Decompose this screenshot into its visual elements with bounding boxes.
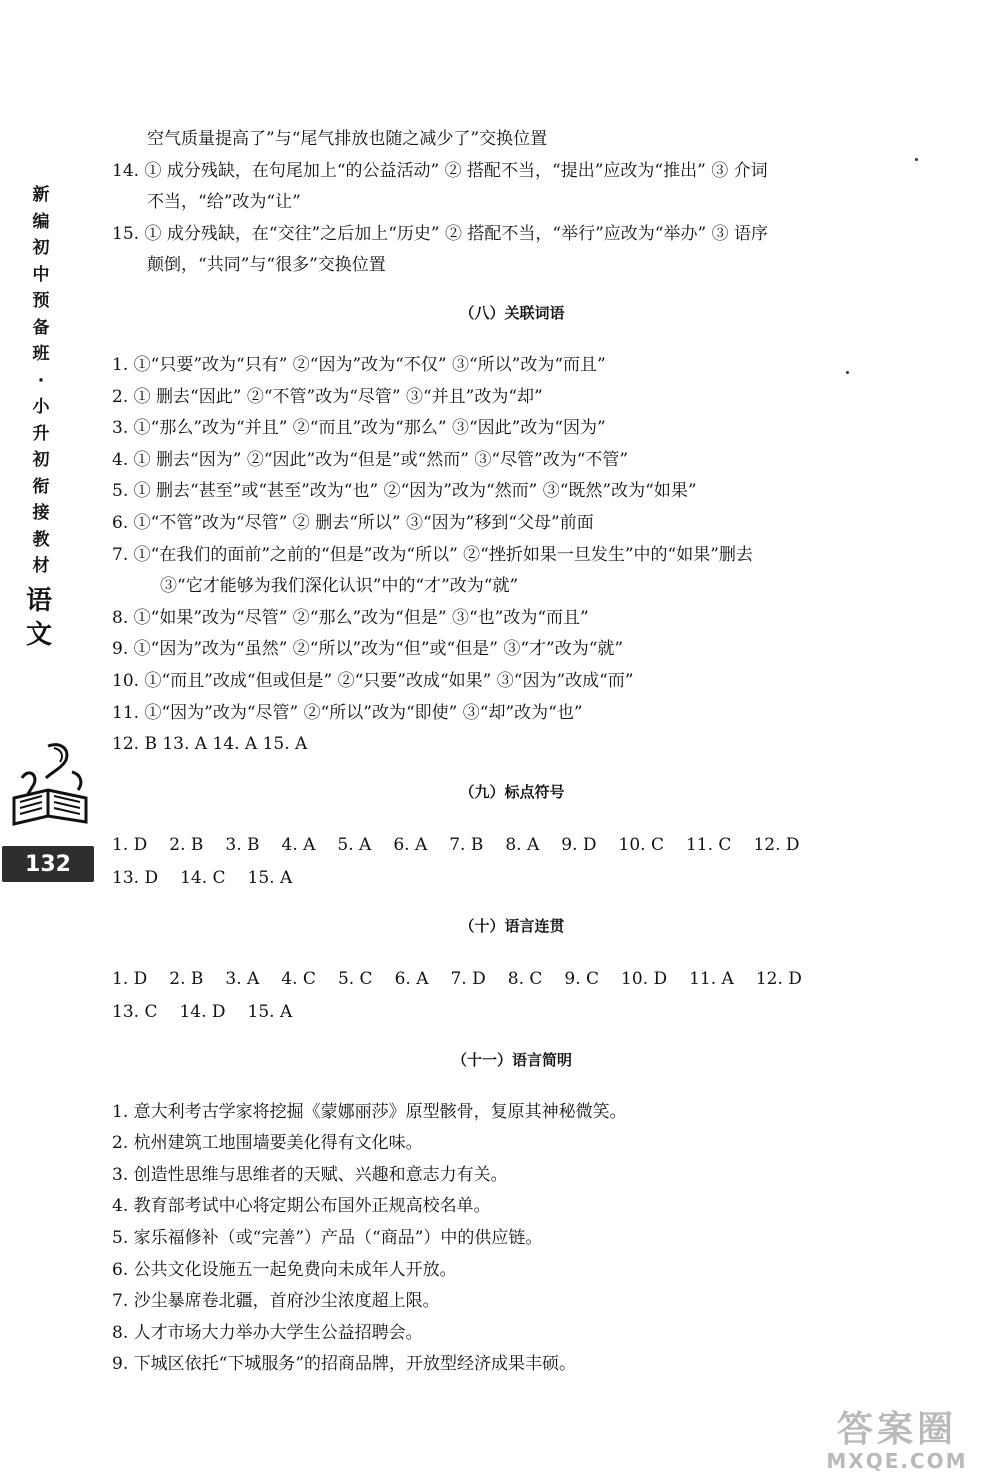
- mcq-answer: 4. A: [281, 834, 316, 855]
- section-heading: （八）关联词语: [459, 303, 565, 322]
- answer-line: 8. 人才市场大力举办大学生公益招聘会。: [112, 1322, 423, 1343]
- answer-line: 5. ① 删去“甚至”或“甚至”改为“也” ②“因为”改为“然而” ③“既然”改为“如果”: [112, 481, 697, 502]
- mcq-answer: 4. C: [281, 968, 316, 989]
- answer-line: 7. 沙尘暴席卷北疆，首府沙尘浓度超上限。: [112, 1291, 440, 1312]
- scan-speck: [915, 158, 918, 161]
- mcq-answer: 10. C: [618, 834, 664, 855]
- page-number: 132: [2, 846, 94, 882]
- mcq-answer: 11. A: [689, 968, 734, 989]
- watermark-url: MXQE.COM: [826, 1449, 968, 1473]
- answer-line: 空气质量提高了”与“尾气排放也随之减少了”交换位置: [147, 129, 548, 149]
- answer-line: 15. ① 成分残缺，在“交往”之后加上“历史” ② 搭配不当，“举行”应改为“举办” ③ 语序: [112, 223, 768, 244]
- mcq-answer: 14. D: [179, 1001, 226, 1022]
- site-watermark: [812, 1410, 982, 1472]
- answer-content: [112, 124, 912, 1381]
- answer-line: 3. 创造性思维与思维者的天赋、兴趣和意志力有关。: [112, 1164, 508, 1185]
- answer-line: 14. ① 成分残缺，在句尾加上“的公益活动” ② 搭配不当，“提出”应改为“推出” ③ 介词: [112, 160, 768, 181]
- section-heading: （十）语言连贯: [459, 916, 565, 935]
- answer-line: 5. 家乐福修补（或“完善”）产品（“商品”）中的供应链。: [112, 1228, 543, 1249]
- mcq-answer: 6. A: [394, 968, 429, 989]
- answer-line: 6. 公共文化设施五一起免费向未成年人开放。: [112, 1259, 457, 1280]
- mcq-answer: 8. C: [507, 968, 543, 989]
- mcq-answer: 15. A: [247, 867, 293, 888]
- open-book-icon: [8, 738, 92, 834]
- title-char: 教: [32, 529, 50, 550]
- answer-line: 颠倒，“共同”与“很多”交换位置: [147, 255, 386, 276]
- mcq-row: [112, 829, 912, 862]
- title-char: 小: [32, 397, 50, 417]
- mcq-answer: 7. B: [449, 834, 484, 855]
- mcq-answer: 6. A: [393, 834, 428, 855]
- mcq-answer: 2. B: [169, 968, 204, 989]
- mcq-answer: 11. C: [685, 834, 732, 855]
- title-char: 备: [32, 317, 50, 338]
- title-char: 新: [32, 185, 50, 205]
- answer-line: 10. ①“而且”改成“但或但是” ②“只要”改成“如果” ③“因为”改成“而”: [112, 670, 634, 691]
- answer-line: 2. ① 删去“因此” ②“不管”改为“尽管” ③“并且”改为“却”: [112, 386, 543, 407]
- answer-line: 9. 下城区依托“下城服务”的招商品牌，开放型经济成果丰硕。: [112, 1354, 577, 1375]
- answer-line: 1. ①“只要”改为“只有” ②“因为”改为“不仅” ③“所以”改为“而且”: [112, 354, 606, 375]
- title-char: 升: [32, 423, 50, 444]
- mcq-answer: 5. A: [337, 834, 372, 855]
- mcq-answer: 5. C: [337, 968, 373, 989]
- answer-line: 4. 教育部考试中心将定期公布国外正规高校名单。: [112, 1196, 491, 1217]
- answer-line: 7. ①“在我们的面前”之前的“但是”改为“所以” ②“挫折如果一旦发生”中的“如果”删去: [112, 544, 753, 565]
- watermark-text: 答案圈: [836, 1409, 957, 1450]
- mcq-answer: 7. D: [450, 968, 486, 989]
- answer-line: 6. ①“不管”改为“尽管” ② 删去“所以” ③“因为”移到“父母”前面: [112, 512, 594, 533]
- mcq-answer: 9. D: [561, 834, 597, 855]
- mcq-answer: 1. D: [112, 968, 148, 989]
- mcq-answer: 12. D: [755, 968, 802, 989]
- mcq-answer: 8. A: [505, 834, 540, 855]
- mcq-answer: 3. B: [225, 834, 260, 855]
- answer-line: 4. ① 删去“因为” ②“因此”改为“但是”或“然而” ③“尽管”改为“不管”: [112, 449, 629, 470]
- answer-line: 12. B 13. A 14. A 15. A: [112, 734, 308, 755]
- mcq-answer: 9. C: [564, 968, 600, 989]
- mcq-row: [112, 862, 912, 895]
- book-series-title: [26, 182, 56, 652]
- answer-line: 2. 杭州建筑工地围墙要美化得有文化味。: [112, 1133, 423, 1154]
- mcq-answer: 15. A: [247, 1001, 293, 1022]
- mcq-answer: 3. A: [225, 968, 260, 989]
- mcq-answer: 14. C: [180, 867, 226, 888]
- answer-line: 3. ①“那么”改为“并且” ②“而且”改为“那么” ③“因此”改为“因为”: [112, 418, 606, 439]
- title-char: ·: [37, 370, 45, 391]
- mcq-answer: 10. D: [621, 968, 668, 989]
- answer-line: 1. 意大利考古学家将挖掘《蒙娜丽莎》原型骸骨，复原其神秘微笑。: [112, 1101, 627, 1122]
- title-char: 初: [32, 238, 50, 258]
- answer-line: 8. ①“如果”改为“尽管” ②“那么”改为“但是” ③“也”改为“而且”: [112, 607, 589, 628]
- answer-line: ③“它才能够为我们深化认识”中的“才”改为“就”: [160, 576, 519, 597]
- mcq-row: [112, 963, 912, 996]
- mcq-row: [112, 996, 912, 1029]
- mcq-answer: 13. D: [112, 867, 159, 888]
- title-char: 编: [32, 211, 50, 232]
- title-char: 材: [32, 556, 50, 576]
- title-char: 初: [32, 450, 50, 470]
- subject-label: 语文: [26, 585, 53, 650]
- answer-line: 不当，“给”改为“让”: [147, 192, 301, 213]
- title-char: 预: [32, 291, 50, 311]
- mcq-answer: 13. C: [112, 1001, 158, 1022]
- title-char: 接: [32, 503, 50, 523]
- mcq-answer: 12. D: [753, 834, 800, 855]
- title-char: 班: [32, 344, 50, 364]
- answer-line: 11. ①“因为”改为“尽管” ②“所以”改为“即使” ③“却”改为“也”: [112, 702, 583, 723]
- answer-line: 9. ①“因为”改为“虽然” ②“所以”改为“但”或“但是” ③“才”改为“就”: [112, 639, 624, 660]
- section-heading: （九）标点符号: [459, 782, 565, 801]
- title-char: 衔: [32, 476, 50, 497]
- title-char: 中: [32, 264, 50, 285]
- section-heading: （十一）语言简明: [451, 1050, 572, 1069]
- mcq-answer: 1. D: [112, 834, 148, 855]
- mcq-answer: 2. B: [169, 834, 204, 855]
